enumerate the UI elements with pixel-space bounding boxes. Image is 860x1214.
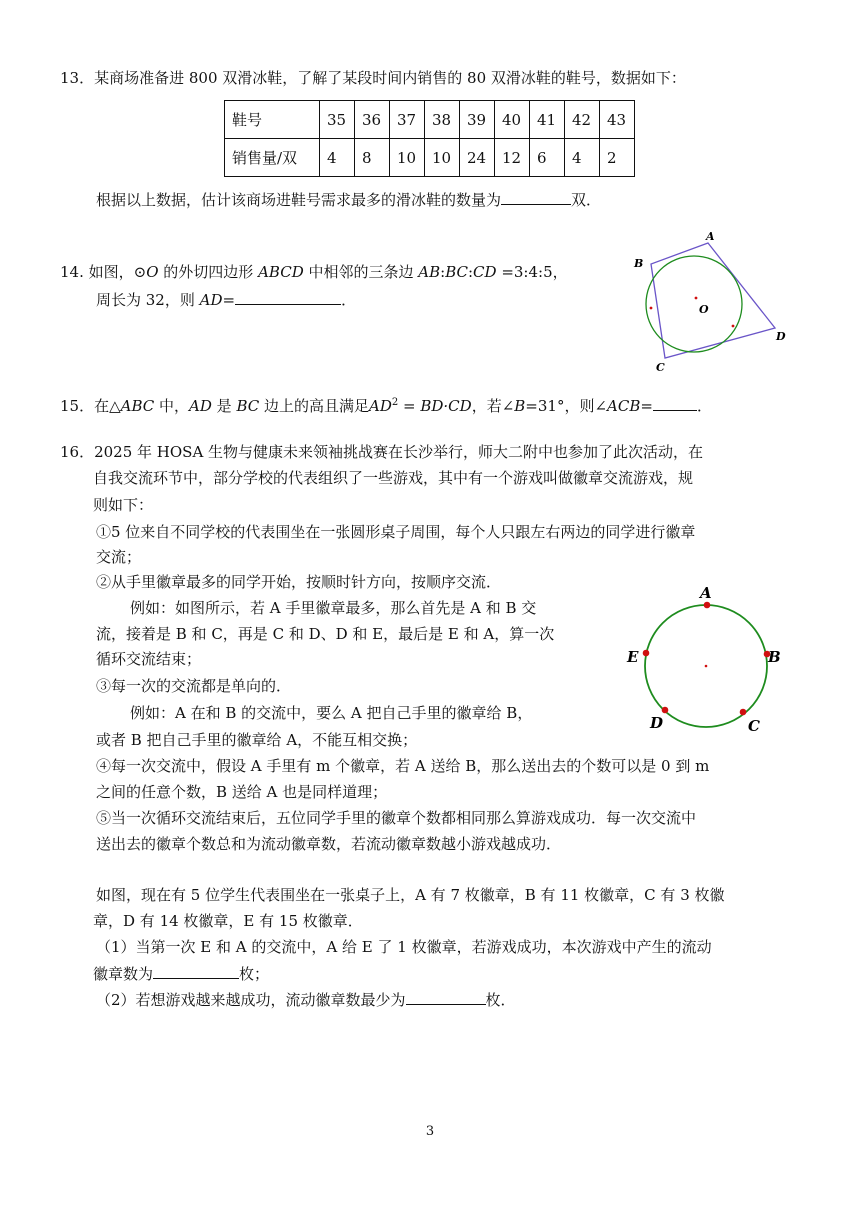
table-cell: 38	[425, 101, 460, 139]
q16-scenario: 如图，现在有 5 位学生代表围坐在一张桌子上，A 有 7 枚徽章，B 有 11 枚徽章，C 有 3 枚徽	[96, 886, 725, 904]
table-cell: 12	[495, 139, 530, 177]
q16-intro-line2: 自我交流环节中，部分学校的代表组织了一些游戏，其中有一个游戏叫做徽章交流游戏，规	[93, 469, 694, 487]
q16-rule1: ①5 位来自不同学校的代表围坐在一张圆形桌子周围，每个人只跟左右两边的同学进行徽章	[96, 523, 696, 541]
seat-d-dot	[662, 707, 669, 714]
q15-number: 15．	[60, 397, 95, 415]
q16-example1-end: 循环交流结束；	[96, 650, 202, 668]
seat-a-dot	[704, 602, 711, 609]
q16-example2: 例如：A 在和 B 的交流中，要么 A 把自己手里的徽章给 B，	[130, 704, 533, 722]
label-b: B	[768, 648, 781, 666]
q13-answer-line: 根据以上数据，估计该商场进鞋号需求最多的滑冰鞋的数量为 双．	[96, 188, 601, 211]
table-cell: 39	[460, 101, 495, 139]
label-d: D	[776, 330, 786, 343]
label-a: A	[700, 584, 712, 602]
answer-blank[interactable]	[501, 188, 571, 205]
label-b: B	[634, 257, 644, 270]
table-cell: 36	[355, 101, 390, 139]
q16-rule5: ⑤当一次循环交流结束后，五位同学手里的徽章个数都相同那么算游戏成功．每一次交流中	[96, 809, 697, 827]
q16-rule2: ②从手里徽章最多的同学开始，按顺时针方向，按顺序交流．	[96, 573, 502, 591]
table-cell: 43	[600, 101, 635, 139]
q16-rule4-cont: 之间的任意个数，B 送给 A 也是同样道理；	[96, 783, 388, 801]
table-cell: 10	[425, 139, 460, 177]
label-e: E	[627, 648, 639, 666]
table-cell: 40	[495, 101, 530, 139]
q16-intro-line3: 则如下：	[93, 496, 154, 514]
table-row	[225, 101, 635, 139]
q13-stem: 13．某商场准备进 800 双滑冰鞋，了解了某段时间内销售的 80 双滑冰鞋的鞋号，数据如下：	[60, 69, 686, 87]
table-cell: 41	[530, 101, 565, 139]
table-cell: 8	[355, 139, 390, 177]
center-dot	[705, 665, 708, 668]
seat-e-dot	[643, 650, 650, 657]
shoe-size-table	[224, 100, 635, 177]
q16-rule5-cont: 送出去的徽章个数总和为流动徽章数，若流动徽章数越小游戏越成功．	[96, 835, 562, 853]
table-cell: 42	[565, 101, 600, 139]
q16-rule3: ③每一次的交流都是单向的．	[96, 677, 292, 695]
q14-number: 14.	[60, 263, 84, 281]
table-cell: 24	[460, 139, 495, 177]
q16-example2-cont: 或者 B 把自己手里的徽章给 A，不能互相交换；	[96, 731, 418, 749]
q16-rule4: ④每一次交流中，假设 A 手里有 m 个徽章，若 A 送给 B，那么送出去的个数可以是 0 到 m	[96, 757, 710, 775]
q16-round-table-figure	[620, 580, 800, 740]
label-c: C	[656, 361, 665, 374]
q16-rule1-cont: 交流；	[96, 548, 142, 566]
table-cell: 4	[320, 139, 355, 177]
answer-blank[interactable]	[653, 394, 697, 411]
table-cell: 6	[530, 139, 565, 177]
q16-scenario-cont: 章，D 有 14 枚徽章，E 有 15 枚徽章．	[93, 912, 363, 930]
q13-number: 13．	[60, 69, 95, 87]
label-a: A	[706, 230, 715, 243]
q14-line2: 周长为 32，则 AD= ．	[96, 288, 356, 311]
q16-number: 16．	[60, 443, 95, 461]
center-dot	[695, 297, 698, 300]
table-cell: 35	[320, 101, 355, 139]
label-d: D	[650, 714, 664, 732]
q14-line1: 14. 如图，⊙O 的外切四边形 ABCD 中相邻的三条边 AB:BC:CD =3:4:5，	[60, 263, 568, 281]
q16-sub2: （2）若想游戏越来越成功，流动徽章数最少为 枚．	[96, 988, 516, 1011]
table-cell: 10	[390, 139, 425, 177]
tangent-point-dot	[650, 307, 653, 310]
q16-sub1: （1）当第一次 E 和 A 的交流中，A 给 E 了 1 枚徽章，若游戏成功，本次游戏中产生的流动	[96, 938, 712, 956]
q14-figure	[620, 228, 790, 378]
label-o: O	[699, 303, 709, 316]
table-cell: 2	[600, 139, 635, 177]
answer-blank[interactable]	[406, 988, 486, 1005]
q16-intro-line1: 16．2025 年 HOSA 生物与健康未来领袖挑战赛在长沙举行，师大二附中也参加了此次活动，在	[60, 443, 704, 461]
answer-blank[interactable]	[235, 288, 341, 305]
tangent-point-dot	[732, 325, 735, 328]
inscribed-circle	[646, 256, 742, 352]
table-header-cell: 销售量/双	[225, 139, 320, 177]
q16-example1-cont: 流，接着是 B 和 C，再是 C 和 D、D 和 E，最后是 E 和 A，算一次	[96, 625, 555, 643]
table-row	[225, 139, 635, 177]
answer-blank[interactable]	[153, 962, 239, 979]
page-number: 3	[425, 1124, 435, 1139]
q16-sub1-answer-line: 徽章数为 枚；	[93, 962, 269, 985]
seat-c-dot	[740, 709, 747, 716]
table-cell: 4	[565, 139, 600, 177]
table-cell: 37	[390, 101, 425, 139]
label-c: C	[748, 717, 760, 735]
q16-example1: 例如：如图所示，若 A 手里徽章最多，那么首先是 A 和 B 交	[130, 599, 537, 617]
q15-line: 15．在△ABC 中，AD 是 BC 边上的高且满足$AD^2 = BD\cdot CD$，若∠B=31°，则∠ACB= ．	[60, 392, 712, 417]
table-header-cell: 鞋号	[225, 101, 320, 139]
